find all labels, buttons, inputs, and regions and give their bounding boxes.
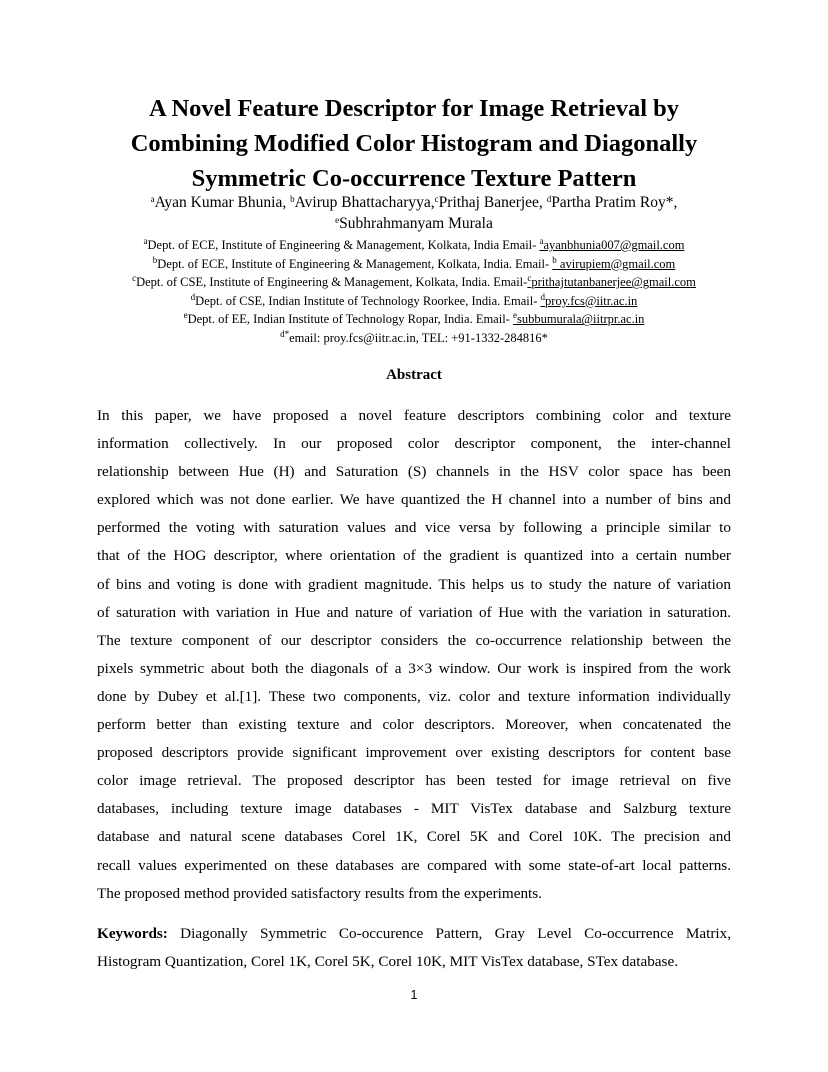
contact-text: email: proy.fcs@iitr.ac.in, TEL: +91-1332-284816* [289, 330, 548, 345]
email-address: prithajtutanbanerjee@gmail.com [531, 275, 696, 290]
email-link[interactable] [540, 291, 638, 308]
keywords-line [97, 920, 731, 948]
paper-title [0, 91, 828, 196]
email-link[interactable] [539, 238, 684, 252]
email-link[interactable] [552, 254, 676, 271]
author-superscript: d [546, 194, 552, 204]
keywords-label: Keywords: [97, 925, 168, 942]
abstract-body [97, 402, 731, 908]
abstract-line: recall values experimented on these databases are compared with some state-of-art local patterns. [97, 856, 731, 874]
affiliation-text: Dept. of EE, Indian Institute of Technology Ropar, India. Email- [187, 312, 513, 327]
abstract-line: of bins and voting is done with gradient magnitude. This helps us to study the nature of variation [97, 575, 731, 593]
affiliation-list [0, 236, 828, 348]
contact-superscript: d* [280, 328, 290, 339]
abstract-line: perform better than existing texture and color descriptors. Moreover, when concatenated the [97, 716, 731, 734]
email-address: proy.fcs@iitr.ac.in [545, 293, 638, 308]
email-superscript: b [552, 254, 557, 265]
abstract-line: database and natural scene databases Corel 1K, Corel 5K and Corel 10K. The precision and [97, 828, 731, 846]
abstract-line: pixels symmetric about both the diagonals of a 3×3 window. Our work is inspired from the work [97, 659, 731, 677]
title-line: Symmetric Co-occurrence Texture Pattern [191, 165, 637, 192]
affiliation-line [0, 255, 828, 274]
affiliation-line [0, 310, 828, 329]
email-superscript: d [540, 291, 546, 302]
affiliation-line [0, 292, 828, 311]
abstract-line: The proposed method provided satisfactory results from the experiments. [97, 884, 542, 902]
keywords-text: Diagonally Symmetric Co-occurence Pattern, Gray Level Co-occurrence Matrix, [167, 925, 731, 942]
abstract-line: proposed descriptors provide significant improvement over existing descriptors for content base [97, 744, 731, 762]
author-superscript: c [434, 194, 439, 204]
abstract-heading: Abstract [386, 367, 442, 383]
affiliation-superscript: d [190, 291, 196, 302]
author-superscript: b [290, 194, 295, 204]
email-address: ayanbhunia007@gmail.com [543, 238, 685, 252]
author-superscript: e [335, 215, 340, 225]
affiliation-line [0, 236, 828, 255]
abstract-line: In this paper, we have proposed a novel feature descriptors combining color and texture [97, 407, 731, 424]
title-line: A Novel Feature Descriptor for Image Retrieval by [148, 95, 680, 122]
abstract-line: relationship between Hue (H) and Saturation (S) channels in the HSV color space has been [97, 463, 731, 481]
title-line: Combining Modified Color Histogram and Diagonally [130, 130, 698, 157]
abstract-line: color image retrieval. The proposed descriptor has been tested for image retrieval on five [97, 772, 731, 790]
affiliation-text: Dept. of ECE, Institute of Engineering & Management, Kolkata, India Email- [147, 238, 540, 252]
author-name: Avirup Bhattacharyya, [294, 194, 435, 211]
keywords-line: Histogram Quantization, Corel 1K, Corel 5K, Corel 10K, MIT VisTex database, STex database. [97, 953, 678, 971]
affiliation-superscript: b [152, 254, 158, 265]
email-superscript: a [539, 236, 544, 246]
affiliation-superscript: a [143, 236, 148, 246]
affiliation-text: Dept. of ECE, Institute of Engineering & Management, Kolkata, India. Email- [157, 256, 553, 271]
abstract-line: of saturation with variation in Hue and nature of variation of Hue with the variation in saturation. [97, 603, 731, 621]
email-link[interactable] [513, 312, 644, 326]
affiliation-superscript: c [132, 273, 137, 284]
abstract-line: The texture component of our descriptor considers the co-occurrence relationship between the [97, 631, 731, 649]
author-name: Ayan Kumar Bhunia, [154, 194, 291, 211]
author-line [0, 192, 828, 213]
affiliation-line [0, 273, 828, 292]
affiliation-text: Dept. of CSE, Institute of Engineering & Management, Kolkata, India. Email- [136, 275, 528, 290]
affiliation-text: Dept. of CSE, Indian Institute of Technology Roorkee, India. Email- [195, 293, 541, 308]
abstract-line: that of the HOG descriptor, where orientation of the gradient is quantized into a certain number [97, 547, 731, 565]
abstract-line: information collectively. In our proposed color descriptor component, the inter-channel [97, 435, 731, 453]
author-list [0, 192, 828, 234]
email-link[interactable] [527, 275, 696, 289]
affiliation-superscript: e [183, 310, 188, 321]
abstract-line: databases, including texture image databases - MIT VisTex database and Salzburg texture [97, 800, 731, 818]
keywords-block [97, 920, 731, 976]
author-line [0, 213, 828, 234]
author-name: Prithaj Banerjee, [438, 194, 547, 211]
author-name: Partha Pratim Roy*, [551, 194, 678, 211]
email-superscript: c [527, 273, 532, 284]
email-address: avirupiem@gmail.com [556, 256, 676, 271]
abstract-line: performed the voting with saturation values and vice versa by following a principle similar to [97, 519, 731, 537]
abstract-line: explored which was not done earlier. We have quantized the H channel into a number of bins and [97, 491, 731, 509]
email-superscript: e [512, 310, 517, 321]
author-superscript: a [150, 194, 155, 204]
page-number: 1 [410, 988, 418, 1002]
email-address: subbumurala@iitrpr.ac.in [516, 312, 645, 327]
contact-line [0, 329, 828, 348]
author-name: Subhrahmanyam Murala [339, 215, 493, 232]
abstract-line: done by Dubey et al.[1]. These two components, viz. color and texture information individually [97, 687, 731, 705]
